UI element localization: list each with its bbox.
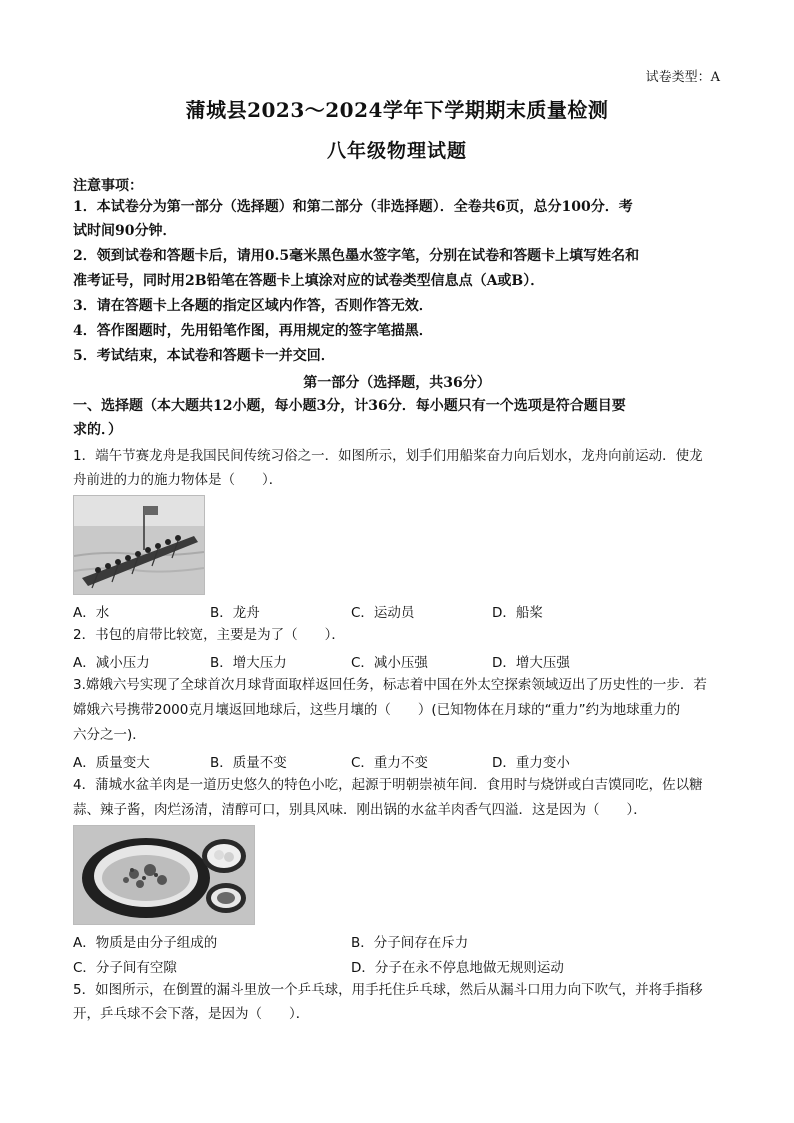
q1-option-b: B．龙舟 xyxy=(210,605,260,621)
notice-line: 1．本试卷分为第一部分（选择题）和第二部分（非选择题）．全卷共6页，总分100分．考 xyxy=(73,199,633,215)
notice-line: 5．考试结束，本试卷和答题卡一并交回． xyxy=(73,348,335,364)
dragon-boat-illustration xyxy=(74,496,204,594)
q4-option-a: A．物质是由分子组成的 xyxy=(73,935,218,951)
question-3-text: 嫦娥六号携带2000克月壤返回地球后，这些月壤的（ ）(已知物体在月球的“重力”约为地球重力的 xyxy=(73,702,681,718)
paper-type: 试卷类型：A xyxy=(645,70,720,85)
question-5-text: 开，乒乓球不会下落，是因为（ ）． xyxy=(73,1006,310,1022)
q2-option-d: D．增大压强 xyxy=(492,655,570,671)
notice-heading: 注意事项： xyxy=(73,178,143,194)
q3-option-b: B．质量不变 xyxy=(210,755,287,771)
q1-option-d: D．船桨 xyxy=(492,605,543,621)
exam-subtitle: 八年级物理试题 xyxy=(326,140,467,162)
notice-line: 试时间90分钟． xyxy=(73,223,177,239)
notice-line: 3．请在答题卡上各题的指定区域内作答，否则作答无效． xyxy=(73,298,433,314)
part1-title: 第一部分（选择题，共36分） xyxy=(303,375,491,391)
question-3-text: 3.嫦娥六号实现了全球首次月球背面取样返回任务，标志着中国在外太空探索领域迈出了历史性的一步．若 xyxy=(73,677,707,693)
notice-line: 4．答作图题时，先用铅笔作图，再用规定的签字笔描黑． xyxy=(73,323,433,339)
q4-option-b: B．分子间存在斥力 xyxy=(351,935,469,951)
q4-option-c: C．分子间有空隙 xyxy=(73,960,177,976)
question-3-text: 六分之一)． xyxy=(73,727,146,743)
question-4-text: 蒜、辣子酱，肉烂汤清，清醇可口，别具风味．刚出锅的水盆羊肉香气四溢．这是因为（ ）． xyxy=(73,802,647,818)
notice-line: 2．领到试卷和答题卡后，请用0.5毫米黑色墨水签字笔，分别在试卷和答题卡上填写姓名和 xyxy=(73,248,640,264)
exam-title: 蒲城县2023～2024学年下学期期末质量检测 xyxy=(185,98,609,122)
q1-option-a: A．水 xyxy=(73,605,110,621)
q2-option-c: C．减小压强 xyxy=(351,655,428,671)
q3-option-a: A．质量变大 xyxy=(73,755,150,771)
section-instruction: 一、选择题（本大题共12小题，每小题3分，计36分．每小题只有一个选项是符合题目要 xyxy=(73,398,626,414)
question-1-text: 舟前进的力的施力物体是（ ）． xyxy=(73,472,283,488)
mutton-soup-illustration xyxy=(74,826,254,924)
mutton-soup-image xyxy=(73,825,255,925)
q1-option-c: C．运动员 xyxy=(351,605,415,621)
q2-option-a: A．减小压力 xyxy=(73,655,150,671)
question-5-text: 5．如图所示，在倒置的漏斗里放一个乒乓球，用手托住乒乓球，然后从漏斗口用力向下吹气，并将手指移 xyxy=(73,982,703,998)
q3-option-c: C．重力不变 xyxy=(351,755,428,771)
section-instruction: 求的．） xyxy=(73,422,122,438)
question-2-text: 2．书包的肩带比较宽，主要是为了（ ）． xyxy=(73,627,345,643)
dragon-boat-image xyxy=(73,495,205,595)
q3-option-d: D．重力变小 xyxy=(492,755,570,771)
q4-option-d: D．分子在永不停息地做无规则运动 xyxy=(351,960,564,976)
q2-option-b: B．增大压力 xyxy=(210,655,287,671)
question-1-text: 1．端午节赛龙舟是我国民间传统习俗之一．如图所示，划手们用船桨奋力向后划水，龙舟向前运动．使龙 xyxy=(73,448,703,464)
notice-line: 准考证号，同时用2B铅笔在答题卡上填涂对应的试卷类型信息点（A或B）． xyxy=(73,273,545,289)
question-4-text: 4．蒲城水盆羊肉是一道历史悠久的特色小吃，起源于明朝崇祯年间．食用时与烧饼或白吉馍同吃，佐以糖 xyxy=(73,777,703,793)
